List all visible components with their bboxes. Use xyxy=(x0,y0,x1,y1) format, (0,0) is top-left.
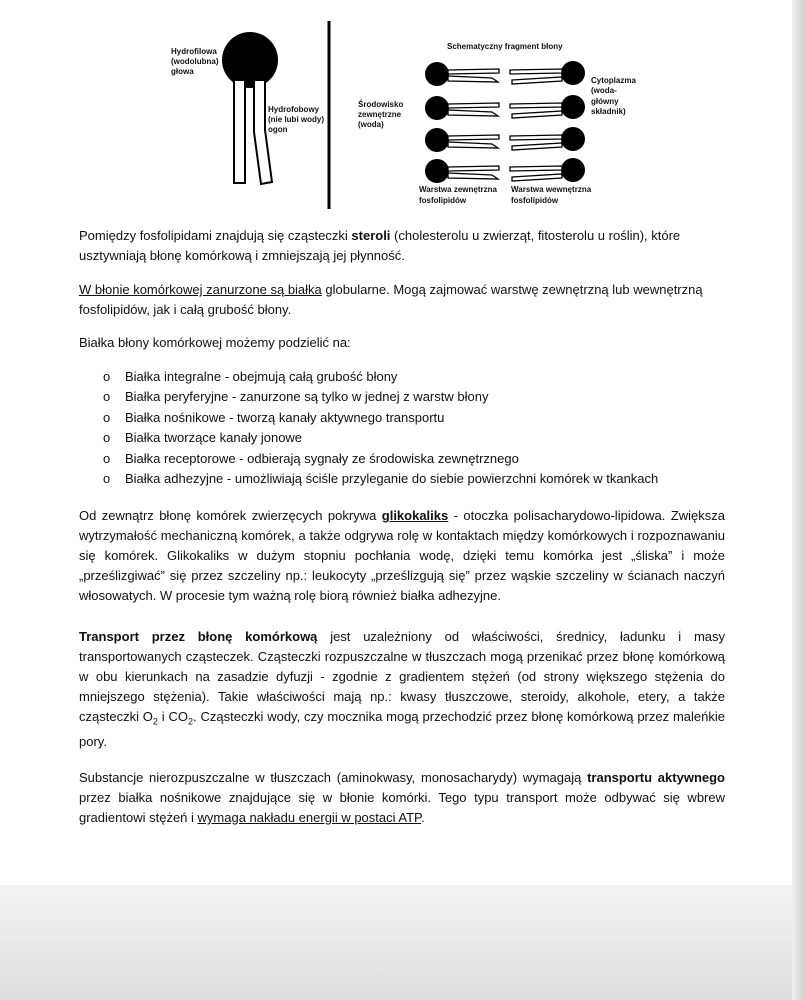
inner-head xyxy=(561,127,585,151)
outer-head xyxy=(425,159,449,183)
bilayer-row xyxy=(425,158,585,183)
outer-tail xyxy=(448,173,498,179)
tail-label: Hydrofobowy (nie lubi wody) ogon xyxy=(268,105,324,134)
paragraph-active-transport: Substancje nierozpuszczalne w tłuszczach (aminokwasy, monosacharydy) wymagają transportu aktywnego przez białka nośnikowe znajdujące się w błonie komórki. Tego typu transport może odbywać się wbrew gradientowi stężeń i wymaga nakładu energii w postaci ATP. xyxy=(79,770,725,825)
inner-tail xyxy=(510,135,562,140)
inner-tail xyxy=(512,174,562,181)
lipid-bilayer xyxy=(425,61,585,183)
hydrophobic-tail-left xyxy=(234,80,245,183)
list-item: o Białka tworzące kanały jonowe xyxy=(103,428,743,448)
list-item: o Białka receptorowe - odbierają sygnały ze środowiska zewnętrznego xyxy=(103,449,743,469)
outer-head xyxy=(425,62,449,86)
outer-tail xyxy=(448,110,498,116)
cytoplasm-label: Cytoplazma (woda- główny składnik) xyxy=(591,76,636,116)
outer-tail xyxy=(448,142,498,148)
outer-tail xyxy=(448,135,499,140)
outer-tail xyxy=(448,76,498,82)
inner-head xyxy=(561,158,585,182)
inner-tail xyxy=(510,69,562,74)
outer-head xyxy=(425,96,449,120)
bilayer-row xyxy=(425,61,585,86)
bullet-circle-icon: o xyxy=(103,430,111,446)
head-label: Hydrofilowa (wodolubna) głowa xyxy=(171,47,219,76)
photo-background-bottom xyxy=(0,885,805,1000)
inner-head xyxy=(561,95,585,119)
bullet-circle-icon: o xyxy=(103,471,111,487)
protein-type-list xyxy=(103,367,743,489)
inner-head xyxy=(561,61,585,85)
outside-label: Środowisko zewnętrzne (woda) xyxy=(358,100,404,129)
bilayer-row xyxy=(425,95,585,120)
bullet-circle-icon: o xyxy=(103,409,111,425)
bullet-circle-icon: o xyxy=(103,450,111,466)
list-item: o Białka peryferyjne - zanurzone są tylko w jednej z warstw błony xyxy=(103,387,743,407)
list-item: o Białka nośnikowe - tworzą kanały aktywnego transportu xyxy=(103,408,743,428)
inner-tail xyxy=(512,77,562,84)
photo-background-right xyxy=(792,0,805,1000)
paragraph-membrane-transport: Transport przez błonę komórkową jest uzależniony od właściwości, średnicy, ładunku i masy transportowanych cząsteczek. Cząsteczki rozpuszczalne w tłuszczach mogą przenikać przez błonę komórkową w obu kierunkach na zasadzie dyfuzji - zgodnie z gradientem stężeń (od strony większego stężenia do mniejszego stężenia). Takie właściwości mają np.: kwasy tłuszczowe, steroidy, alkohole, etery, a także cząsteczki $O_2$ i $CO_2$. Cząsteczki wody, czy mocznika mogą przechodzić przez błonę komórkową przez maleńkie pory. xyxy=(79,629,725,749)
membrane-title: Schematyczny fragment błony xyxy=(447,42,563,51)
outer-layer-label: Warstwa zewnętrzna fosfolipidów xyxy=(419,185,497,205)
paragraph-glycocalyx: Od zewnątrz błonę komórek zwierzęcych pokrywa glikokaliks - otoczka polisacharydowo-lipidowa. Zwiększa wytrzymałość mechaniczną komórek, a także odgrywa rolę w kontaktach między komórkowych i rozpoznawaniu się komórek. Glikokaliks w dużym stopniu pochłania wodę, dzięki temu komórka jest „śliska” i może „prześlizgiwać” się przez szczeliny np.: leukocyty „prześlizgują się” przez wąskie szczeliny w ścianach naczyń włosowatych. W procesie tym ważną rolę biorą również białka adhezyjne. xyxy=(79,508,725,603)
bullet-circle-icon: o xyxy=(103,369,111,384)
outer-head xyxy=(425,128,449,152)
bullet-circle-icon: o xyxy=(103,389,111,405)
paragraph-globular-proteins: W błonie komórkowej zanurzone są białka globularne. Mogą zajmować warstwę zewnętrzną lub wewnętrzną fosfolipidów, jak i całą grubość błony. xyxy=(79,282,703,317)
hydrophilic-head xyxy=(222,32,278,88)
bilayer-row xyxy=(425,127,585,152)
paragraph-sterols: Pomiędzy fosfolipidami znajdują się cząsteczki steroli (cholesterolu u zwierząt, fitosterolu u roślin), które usztywniają błonę komórkową i zmniejszają jej płynność. xyxy=(79,228,681,263)
inner-tail xyxy=(510,103,562,108)
list-item: o Białka integralne - obejmują całą grubość błony xyxy=(103,367,743,387)
inner-tail xyxy=(510,166,562,171)
inner-tail xyxy=(512,111,562,118)
phospholipid-membrane-figure xyxy=(150,18,636,214)
outer-tail xyxy=(448,69,499,74)
outer-tail xyxy=(448,166,499,171)
outer-tail xyxy=(448,103,499,108)
inner-tail xyxy=(512,143,562,150)
list-item: o Białka adhezyjne - umożliwiają ściśle przyleganie do siebie powierzchni komórek w tkankach xyxy=(103,469,743,489)
inner-layer-label: Warstwa wewnętrzna fosfolipidów xyxy=(511,185,592,205)
paragraph-protein-intro: Białka błony komórkowej możemy podzielić na: xyxy=(79,335,351,350)
